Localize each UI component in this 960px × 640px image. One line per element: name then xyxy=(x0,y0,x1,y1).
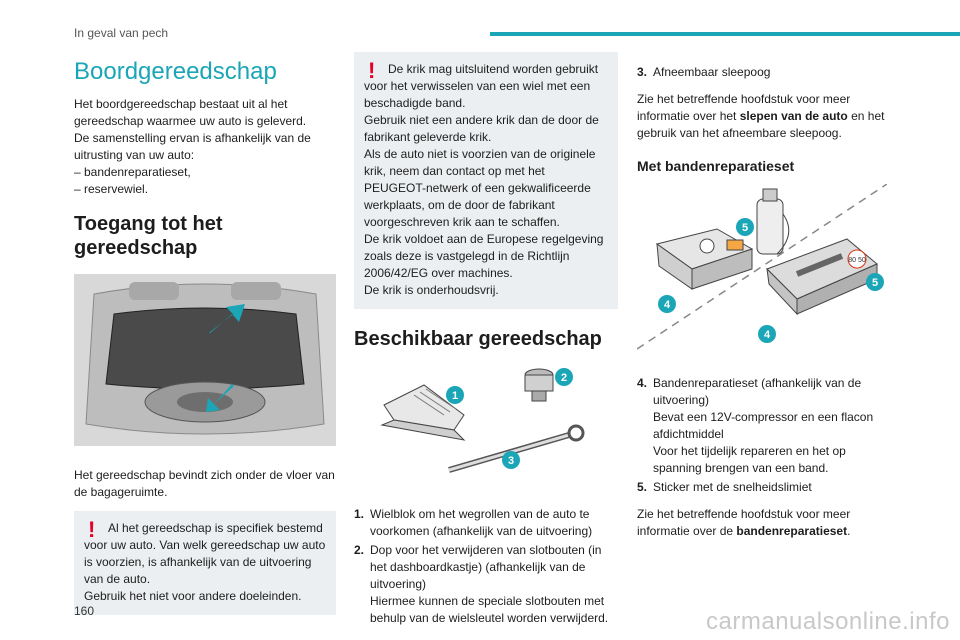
callout-5b: 5 xyxy=(871,277,879,289)
tools-list xyxy=(354,506,618,627)
tools-heading: Beschikbaar gereedschap xyxy=(354,328,602,350)
column-1 xyxy=(74,52,336,625)
trunk-illustration xyxy=(74,274,336,451)
list-item: 2. Dop voor het verwijderen van slotbouten (in het dashboardkastje) (afhankelijk van de uitvoering) Hiermee kunnen de speciale slotbouten met behulp van de wielsleutel worden verwijderd. xyxy=(354,543,609,625)
column-3 xyxy=(637,64,887,550)
warning-icon: ! xyxy=(88,517,96,542)
list-item: 5. Sticker met de snelheidslimiet xyxy=(637,480,812,494)
callout-3: 3 xyxy=(507,455,515,467)
warning-icon: ! xyxy=(368,58,376,83)
repair-kit-illustration xyxy=(637,184,887,359)
see-towing-text: Zie het betreffende hoofdstuk voor meer informatie over het slepen van de auto en het gebruik van het afneembare sleepoog. xyxy=(637,92,885,140)
warning-box-tools: ! Al het gereedschap is specifiek bestemd voor uw auto. Van welk gereedschap uw auto is voorzien, is afhankelijk van de uitvoering van de auto. Gebruik het niet voor andere doeleinden. xyxy=(74,511,336,615)
see-kit-text: Zie het betreffende hoofdstuk voor meer informatie over de bandenreparatieset. xyxy=(637,507,851,538)
watermark: carmanualsonline.info xyxy=(706,608,950,635)
tools-illustration xyxy=(354,365,618,490)
callout-1: 1 xyxy=(451,390,459,402)
callout-2: 2 xyxy=(560,372,568,384)
list-item: 4. Bandenreparatieset (afhankelijk van de uitvoering) Bevat een 12V-compressor en een flacon afdichtmiddel Voor het tijdelijk repareren en het op spanning brengen van een band. xyxy=(637,376,874,475)
page-number: 160 xyxy=(74,604,95,618)
kit-heading: Met bandenreparatieset xyxy=(637,158,795,174)
access-text: Het gereedschap bevindt zich onder de vloer van de bagageruimte. xyxy=(74,468,335,499)
column-2 xyxy=(354,52,618,637)
header-accent-bar xyxy=(490,32,960,36)
list-item: 3. Afneembaar sleepoog xyxy=(637,65,771,79)
access-heading: Toegang tot het gereedschap xyxy=(74,213,223,259)
intro-text: Het boordgereedschap bestaat uit al het gereedschap waarmee uw auto is geleverd. De samenstelling ervan is afhankelijk van de uitrusting van uw auto: – bandenreparatieset, – reservewiel. xyxy=(74,97,311,196)
speed-sticker-text: 80 50 xyxy=(848,257,866,264)
callout-5a: 5 xyxy=(741,222,749,234)
list-item: 1. Wielblok om het wegrollen van de auto te voorkomen (afhankelijk van de uitvoering) xyxy=(354,507,593,538)
callout-4a: 4 xyxy=(663,299,671,311)
running-header: In geval van pech xyxy=(74,26,169,40)
page-title: Boordgereedschap xyxy=(74,58,277,85)
kit-list xyxy=(637,375,887,496)
callout-4b: 4 xyxy=(763,329,771,341)
tools-list-continued xyxy=(637,64,887,81)
warning-box-jack: ! De krik mag uitsluitend worden gebruikt voor het verwisselen van een wiel met een beschadigde band. Gebruik niet een andere krik dan de door de fabrikant geleverde krik. Als de auto niet is voorzien van de originele krik, neem dan contact op met het PEUGEOT-netwerk of een gekwalificeerde werkplaats, om de door de fabrikant voorgeschreven krik aan te schaffen. De krik voldoet aan de Europese regelgeving zoals deze is vastgelegd in de Richtlijn 2006/42/EG over machines. De krik is onderhoudsvrij. xyxy=(354,52,618,309)
